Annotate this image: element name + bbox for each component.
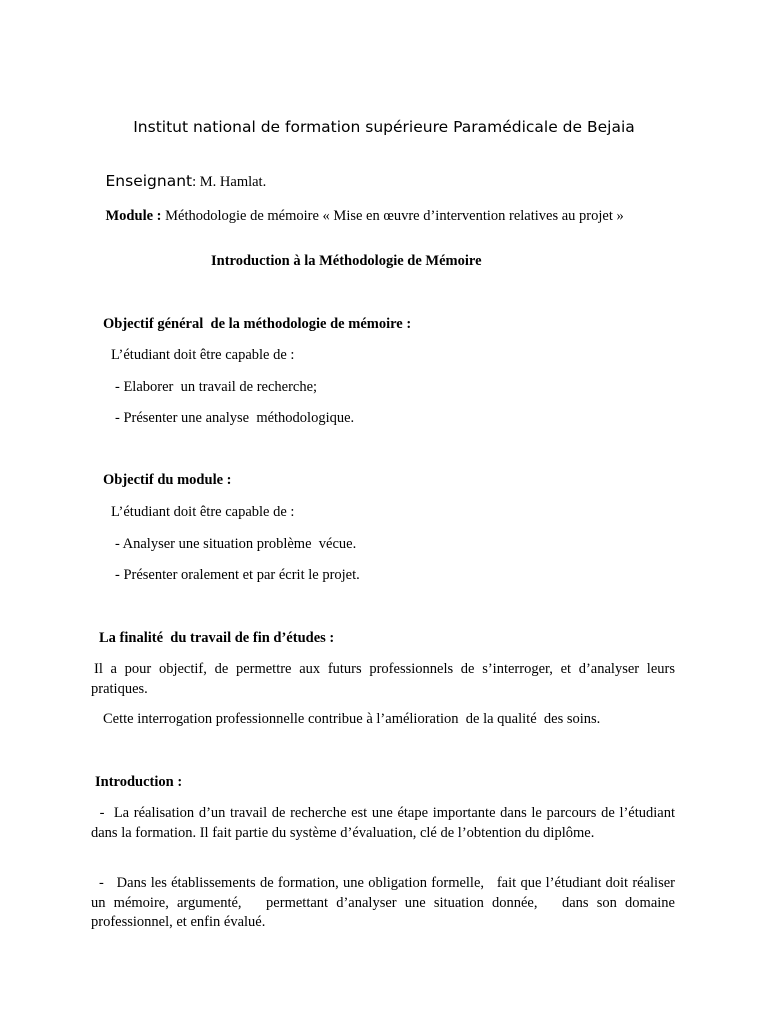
general-objective-heading: Objectif général de la méthodologie de mémoire : (103, 316, 412, 332)
general-objective-item: - Présenter une analyse méthodologique. (115, 410, 355, 426)
module-objective-item: - Analyser une situation problème vécue. (115, 536, 357, 552)
introduction-heading: Introduction : (95, 774, 183, 790)
general-objective-intro: L’étudiant doit être capable de : (111, 347, 295, 363)
introduction-paragraph: - Dans les établissements de formation, une obligation formelle, fait que l’étudiant doit réaliser un mémoire, argumenté, permettant d’analyser une situation donnée, dans son domaine professionnel, et enfin évalué. (91, 875, 683, 930)
finality-heading: La finalité du travail de fin d’études : (99, 630, 335, 646)
teacher-label: Enseignant (105, 172, 193, 190)
document-title: Introduction à la Méthodologie de Mémoire (211, 253, 482, 269)
general-objective-item: - Elaborer un travail de recherche; (115, 379, 318, 395)
module-line (91, 189, 624, 243)
institution-heading: Institut national de formation supérieure Paramédicale de Bejaia (133, 118, 635, 136)
teacher-value: : M. Hamlat. (192, 174, 267, 190)
finality-paragraph: Cette interrogation professionnelle contribue à l’amélioration de la qualité des soins. (103, 711, 601, 727)
module-label: Module : (105, 208, 162, 224)
module-value: Méthodologie de mémoire « Mise en œuvre d’intervention relatives au projet » (161, 208, 624, 224)
introduction-paragraph: - La réalisation d’un travail de recherche est une étape importante dans le parcours de l’étudiant dans la formation. Il fait partie du système d’évaluation, clé de l’obtention du diplôme. (91, 805, 679, 841)
finality-paragraph: Il a pour objectif, de permettre aux futurs professionnels de s’interroger, et d’analyser leurs pratiques. (91, 661, 675, 697)
module-objective-item: - Présenter oralement et par écrit le projet. (115, 567, 360, 583)
module-objective-intro: L’étudiant doit être capable de : (111, 504, 295, 520)
module-objective-heading: Objectif du module : (103, 472, 232, 488)
